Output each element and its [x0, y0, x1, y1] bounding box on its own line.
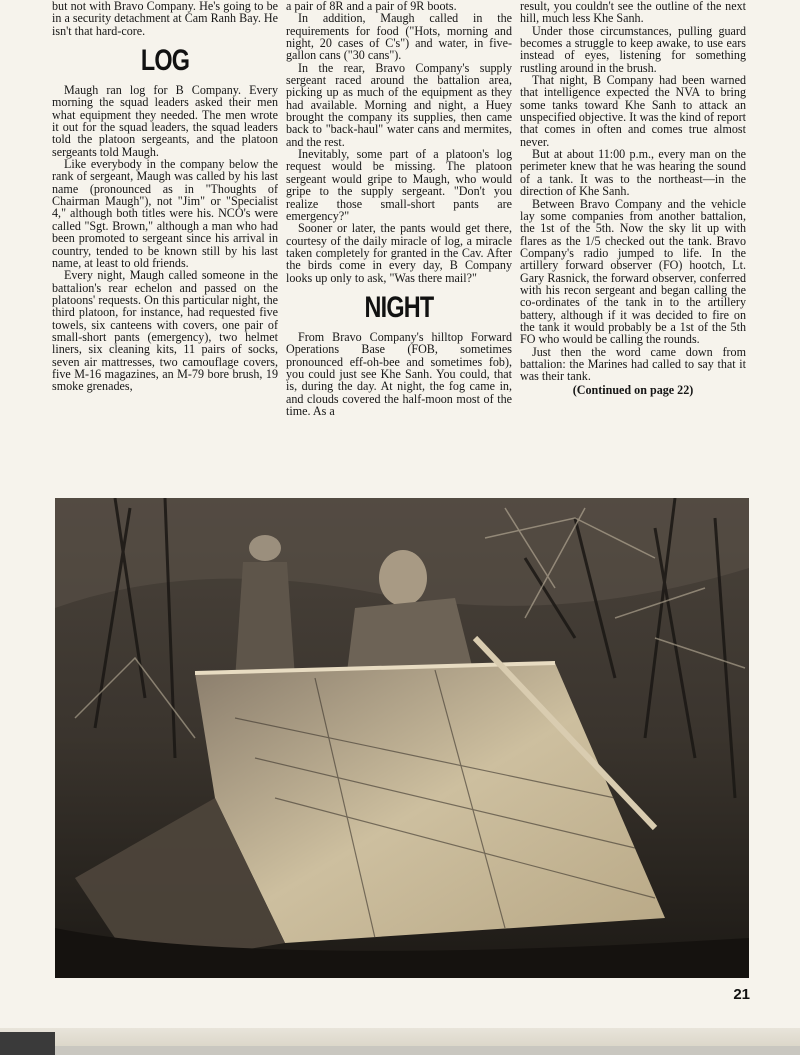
section-heading-night: NIGHT — [364, 290, 434, 324]
continued-note: (Continued on page 22) — [572, 382, 694, 397]
column-2 — [286, 0, 512, 496]
paragraph: Sooner or later, the pants would get there, courtesy of the daily miracle of log, a miracle taken completely for granted in the Cav. After the birds come in every day, B Company looks up only to ask, "Was there mail?" — [286, 221, 512, 285]
paragraph: Like everybody in the company below the rank of sergeant, Maugh was called by his last name (pronounced as in "Thoughts of Chairman Maugh"), not "Jim" or "Specialist 4," although both titles were his. NCO's were called "Sgt. Brown," although a man who had been promoted to sergeant since his arrival in country, tended to be known still by his last name, at least to old friends. — [52, 157, 278, 270]
paragraph: But at about 11:00 p.m., every man on the perimeter knew that he was hearing the sound of a tank. It was to the northeast—in the direction of Khe Sanh. — [520, 147, 746, 199]
paragraph: Inevitably, some part of a platoon's log request would be missing. The platoon sergeant would gripe to Maugh, who would gripe to the supply sergeant. "Don't you realize those small-short pants are emergency?" — [286, 147, 512, 223]
page-bottom-edge — [0, 1028, 800, 1055]
paragraph: In the rear, Bravo Company's supply sergeant raced around the battalion area, picking up as much of the equipment as they had available. Morning and night, a Huey brought the company its supplies, then came back to "back-haul" water cans and mermites, and the rest. — [286, 60, 512, 149]
section-heading-log: LOG — [140, 44, 190, 78]
paragraph: a pair of 8R and a pair of 9R boots. — [286, 0, 457, 13]
paragraph: That night, B Company had been warned that intelligence expected the NVA to bring some tanks toward Khe Sanh to attack an unspecified objective. It was the kind of report that comes in often and comes true almost never. — [520, 73, 746, 149]
scan-edge-stripe — [55, 1046, 800, 1055]
paragraph: result, you couldn't see the outline of the next hill, much less Khe Sanh. — [520, 0, 746, 26]
paragraph: From Bravo Company's hilltop Forward Operations Base (FOB, sometimes pronounced eff-oh-bee and sometimes fob), you could just see Khe Sanh. You could, that is, during the day. At night, the fog came in, and clouds covered the half-moon most of the time. As a — [286, 329, 512, 418]
page-number: 21 — [733, 986, 750, 1003]
column-1 — [52, 0, 278, 496]
illustration-night-bunker — [55, 498, 749, 978]
paragraph: Under those circumstances, pulling guard becomes a struggle to keep awake, to use ears instead of eyes, listening for something rustling around in the brush. — [520, 23, 746, 75]
paragraph: Between Bravo Company and the vehicle lay some companies from another battalion, the 1st of the 5th. Now the sky lit up with flares as the 1/5 checked out the tank. Bravo Company's radio jumped to life. In the artillery forward observer (FO) hootch, Lt. Gary Rasnick, the forward observer, conferred with his recon sergeant and began calling the co-ordinates of the tank in to the artillery battery, although if it was decided to fire on the tank it would probably be a 1st of the 5th FO who would be calling the rounds. — [520, 196, 746, 347]
charcoal-sketch — [55, 498, 749, 978]
paragraph: Maugh ran log for B Company. Every morning the squad leaders asked their men what equipment they needed. The men wrote it out for the squad leaders, the squad leaders told the platoon sergeants, and the platoon sergeants told Maugh. — [52, 83, 278, 159]
column-3 — [520, 0, 746, 496]
article-body — [52, 0, 752, 496]
paragraph: but not with Bravo Company. He's going to be in a security detachment at Cam Ranh Bay. He isn't that hard-core. — [52, 0, 278, 38]
scan-edge-tab — [0, 1032, 55, 1055]
paragraph: Just then the word came down from battalion: the Marines had called to say that it was their tank. — [520, 344, 746, 384]
paragraph: Every night, Maugh called someone in the battalion's rear echelon and passed on the platoons' requests. On this particular night, the third platoon, for instance, had requested five towels, six canteens with covers, one pair of small-short pants (emergency), two helmet liners, six cleaning kits, 11 pairs of socks, seven air mattresses, two camouflage covers, five M-16 magazines, an M-79 bore brush, 19 smoke grenades, — [52, 268, 278, 394]
paragraph: In addition, Maugh called in the requirements for food ("Hots, morning and night, 20 cases of C's") and water, in five-gallon cans ("30 cans"). — [286, 11, 512, 63]
